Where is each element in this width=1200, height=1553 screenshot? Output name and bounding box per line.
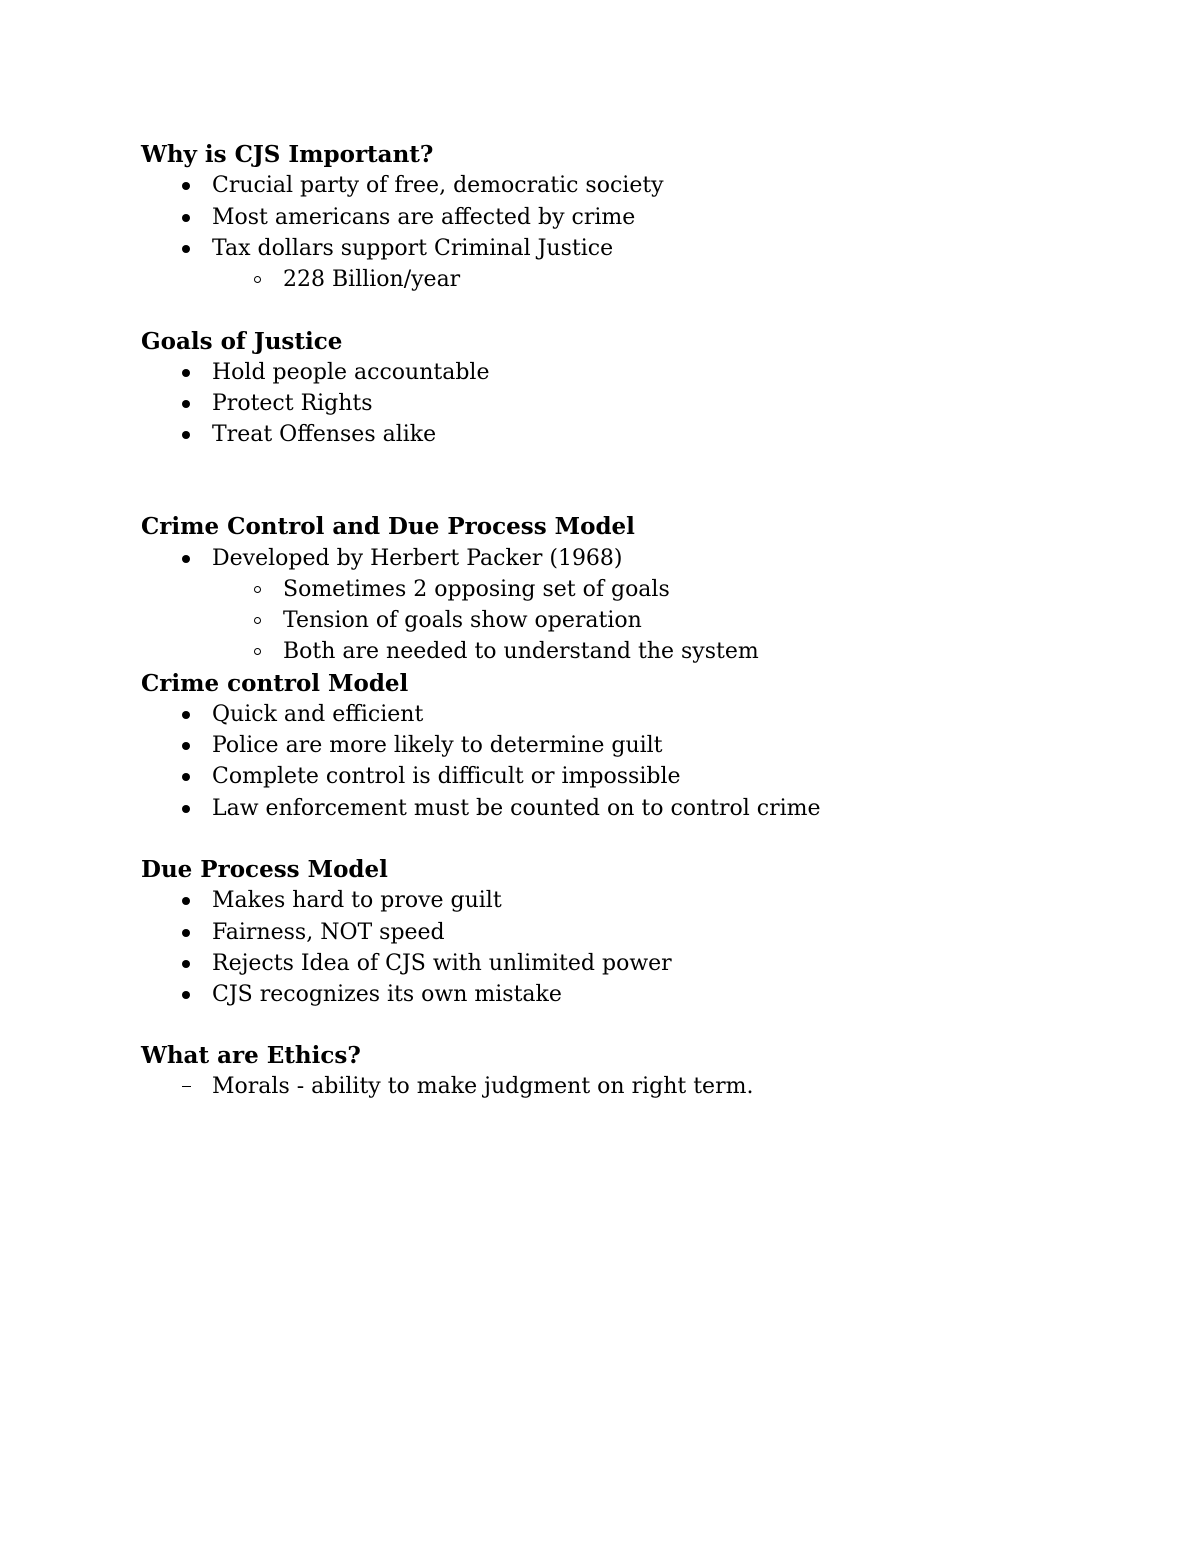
- list-item-text: Hold people accountable: [212, 360, 490, 385]
- list-item-text: Tax dollars support Criminal Justice: [212, 236, 614, 261]
- section-heading-why-cjs-important: Why is CJS Important?: [141, 141, 434, 168]
- bullet-icon: [176, 388, 196, 419]
- dash-bullet-icon: [176, 1071, 196, 1102]
- sub-list-item: [283, 264, 460, 295]
- list-item-text: Morals - ability to make judgment on right term.: [212, 1074, 754, 1099]
- list-item-text: Treat Offenses alike: [212, 422, 437, 447]
- sub-list-item-text: Sometimes 2 opposing set of goals: [283, 577, 670, 602]
- hollow-bullet-icon: [247, 636, 267, 667]
- list-item: [212, 917, 445, 948]
- list-item: [212, 202, 635, 233]
- section-heading-due-process-model: Due Process Model: [141, 856, 388, 883]
- bullet-icon: [176, 885, 196, 916]
- bullet-icon: [176, 761, 196, 792]
- list-item: [212, 419, 436, 450]
- bullet-icon: [176, 233, 196, 264]
- sub-list-item: [283, 605, 642, 636]
- list-item: [212, 979, 562, 1010]
- sub-list-item: [283, 574, 670, 605]
- bullet-icon: [176, 793, 196, 824]
- section-heading-goals-of-justice: Goals of Justice: [141, 328, 343, 355]
- list-item-text: Crucial party of free, democratic society: [212, 173, 664, 198]
- bullet-icon: [176, 202, 196, 233]
- list-item: [212, 730, 663, 761]
- list-item: [212, 948, 672, 979]
- bullet-icon: [176, 730, 196, 761]
- bullet-icon: [176, 699, 196, 730]
- list-item: [212, 761, 681, 792]
- list-item: [212, 170, 664, 201]
- list-item: [212, 388, 373, 419]
- list-item: [212, 543, 623, 574]
- list-item: [212, 793, 821, 824]
- list-item: [212, 233, 613, 264]
- list-item-text: Police are more likely to determine guilt: [212, 733, 663, 758]
- list-item-text: Protect Rights: [212, 391, 373, 416]
- bullet-icon: [176, 170, 196, 201]
- sub-list-item: [283, 636, 759, 667]
- hollow-bullet-icon: [247, 574, 267, 605]
- section-heading-crime-control-model: Crime control Model: [141, 670, 409, 697]
- section-heading-what-are-ethics: What are Ethics?: [141, 1042, 361, 1069]
- list-item-text: Fairness, NOT speed: [212, 920, 445, 945]
- list-item-text: Developed by Herbert Packer (1968): [212, 546, 623, 571]
- sub-list-item-text: Both are needed to understand the system: [283, 639, 759, 664]
- list-item-text: Complete control is difficult or impossible: [212, 764, 681, 789]
- list-item-text: CJS recognizes its own mistake: [212, 982, 562, 1007]
- bullet-icon: [176, 357, 196, 388]
- bullet-icon: [176, 543, 196, 574]
- hollow-bullet-icon: [247, 264, 267, 295]
- hollow-bullet-icon: [247, 605, 267, 636]
- list-item-text: Quick and efficient: [212, 702, 424, 727]
- bullet-icon: [176, 917, 196, 948]
- section-heading-crime-control-and-due-process: Crime Control and Due Process Model: [141, 513, 635, 540]
- list-item-text: Rejects Idea of CJS with unlimited power: [212, 951, 672, 976]
- bullet-icon: [176, 979, 196, 1010]
- sub-list-item-text: 228 Billion/year: [283, 267, 461, 292]
- list-item: [212, 885, 502, 916]
- list-item-text: Makes hard to prove guilt: [212, 888, 502, 913]
- sub-list-item-text: Tension of goals show operation: [283, 608, 642, 633]
- bullet-icon: [176, 948, 196, 979]
- list-item-text: Law enforcement must be counted on to control crime: [212, 796, 821, 821]
- list-item: [212, 699, 423, 730]
- bullet-icon: [176, 419, 196, 450]
- list-item: [212, 1071, 753, 1102]
- list-item-text: Most americans are affected by crime: [212, 205, 636, 230]
- list-item: [212, 357, 489, 388]
